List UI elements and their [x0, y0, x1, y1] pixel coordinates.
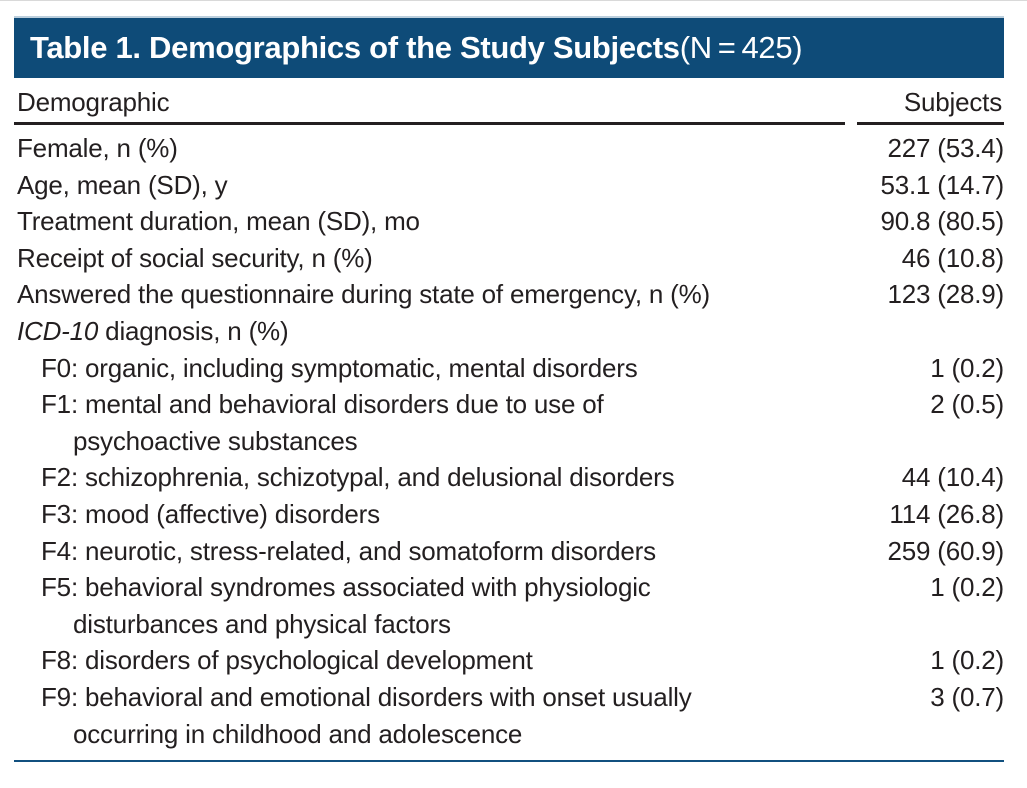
- table-row: [14, 496, 1004, 533]
- table-title-sample-size: (N = 425): [679, 30, 803, 65]
- row-value: 44 (10.4): [901, 462, 1004, 493]
- column-header-row: [14, 78, 1004, 122]
- row-value: 46 (10.8): [901, 242, 1004, 273]
- row-value: 2 (0.5): [930, 389, 1004, 420]
- row-label-text: F4: neurotic, stress-related, and somatoform disorders: [41, 535, 656, 566]
- row-label-text: Treatment duration, mean (SD), mo: [17, 206, 420, 237]
- table-row: [14, 130, 1004, 167]
- row-label: [14, 240, 892, 277]
- row-label: [14, 459, 892, 496]
- row-label: [14, 130, 877, 167]
- row-label: [14, 386, 920, 459]
- row-label-text: F2: schizophrenia, schizotypal, and delusional disorders: [41, 462, 675, 493]
- row-label: [14, 313, 994, 350]
- row-label: [14, 496, 879, 533]
- header-rule-right-segment: [857, 122, 1004, 125]
- table-title-bar: [14, 16, 1004, 78]
- row-label-text: Receipt of social security, n (%): [17, 242, 373, 273]
- table-row: [14, 167, 1004, 204]
- row-label: [14, 533, 877, 570]
- row-label-text: F9: behavioral and emotional disorders with onset usually: [41, 681, 692, 712]
- row-value: 114 (26.8): [889, 498, 1004, 529]
- row-label: [14, 167, 870, 204]
- table-row: [14, 350, 1004, 387]
- row-label: [14, 276, 877, 313]
- table-title: Table 1. Demographics of the Study Subjects: [30, 30, 680, 65]
- row-label-text: F3: mood (affective) disorders: [41, 498, 380, 529]
- header-rule-left-segment: [14, 122, 845, 125]
- row-value: 1 (0.2): [930, 645, 1004, 676]
- table-row: [14, 276, 1004, 313]
- header-rule-gap: [845, 122, 857, 125]
- row-label: [14, 642, 920, 679]
- table-row: [14, 642, 1004, 679]
- row-label: [14, 203, 870, 240]
- column-header-demographic: Demographic: [17, 87, 170, 117]
- row-label-text: F5: behavioral syndromes associated with physiologic: [41, 572, 651, 603]
- table-row: [14, 459, 1004, 496]
- row-value: 53.1 (14.7): [880, 169, 1004, 200]
- row-label-text: F1: mental and behavioral disorders due to use of: [41, 389, 604, 420]
- row-label: [14, 350, 920, 387]
- table-row: [14, 386, 1004, 459]
- table-row: [14, 313, 1004, 350]
- row-label: [14, 679, 920, 752]
- row-value: 227 (53.4): [887, 133, 1004, 163]
- bottom-rule: [14, 760, 1004, 762]
- row-label-text: F8: disorders of psychological development: [41, 645, 533, 676]
- table-body: [14, 125, 1004, 752]
- row-label-text: Female, n (%): [17, 133, 178, 163]
- row-label-text: Answered the questionnaire during state of emergency, n (%): [17, 279, 710, 310]
- row-value: 3 (0.7): [930, 681, 1004, 712]
- row-label-text: diagnosis, n (%): [98, 315, 289, 346]
- row-value: 123 (28.9): [887, 279, 1004, 310]
- row-value: 259 (60.9): [887, 535, 1004, 566]
- row-label-wrap-line: disturbances and physical factors: [73, 608, 451, 639]
- row-value: 90.8 (80.5): [880, 206, 1004, 237]
- table-figure: [0, 1, 1027, 762]
- row-label-italic: ICD-10: [17, 315, 99, 346]
- row-value: 1 (0.2): [930, 352, 1004, 383]
- column-header-subjects: Subjects: [903, 87, 1002, 117]
- row-label-text: Age, mean (SD), y: [17, 169, 228, 200]
- table-row: [14, 533, 1004, 570]
- table-row: [14, 679, 1004, 752]
- row-label-wrap-line: occurring in childhood and adolescence: [73, 718, 523, 749]
- table-row: [14, 569, 1004, 642]
- row-value: 1 (0.2): [930, 572, 1004, 603]
- row-label-text: F0: organic, including symptomatic, mental disorders: [41, 352, 638, 383]
- row-label-wrap-line: psychoactive substances: [73, 425, 358, 456]
- table-row: [14, 203, 1004, 240]
- row-label: [14, 569, 920, 642]
- table-row: [14, 240, 1004, 277]
- header-rule: [14, 122, 1004, 125]
